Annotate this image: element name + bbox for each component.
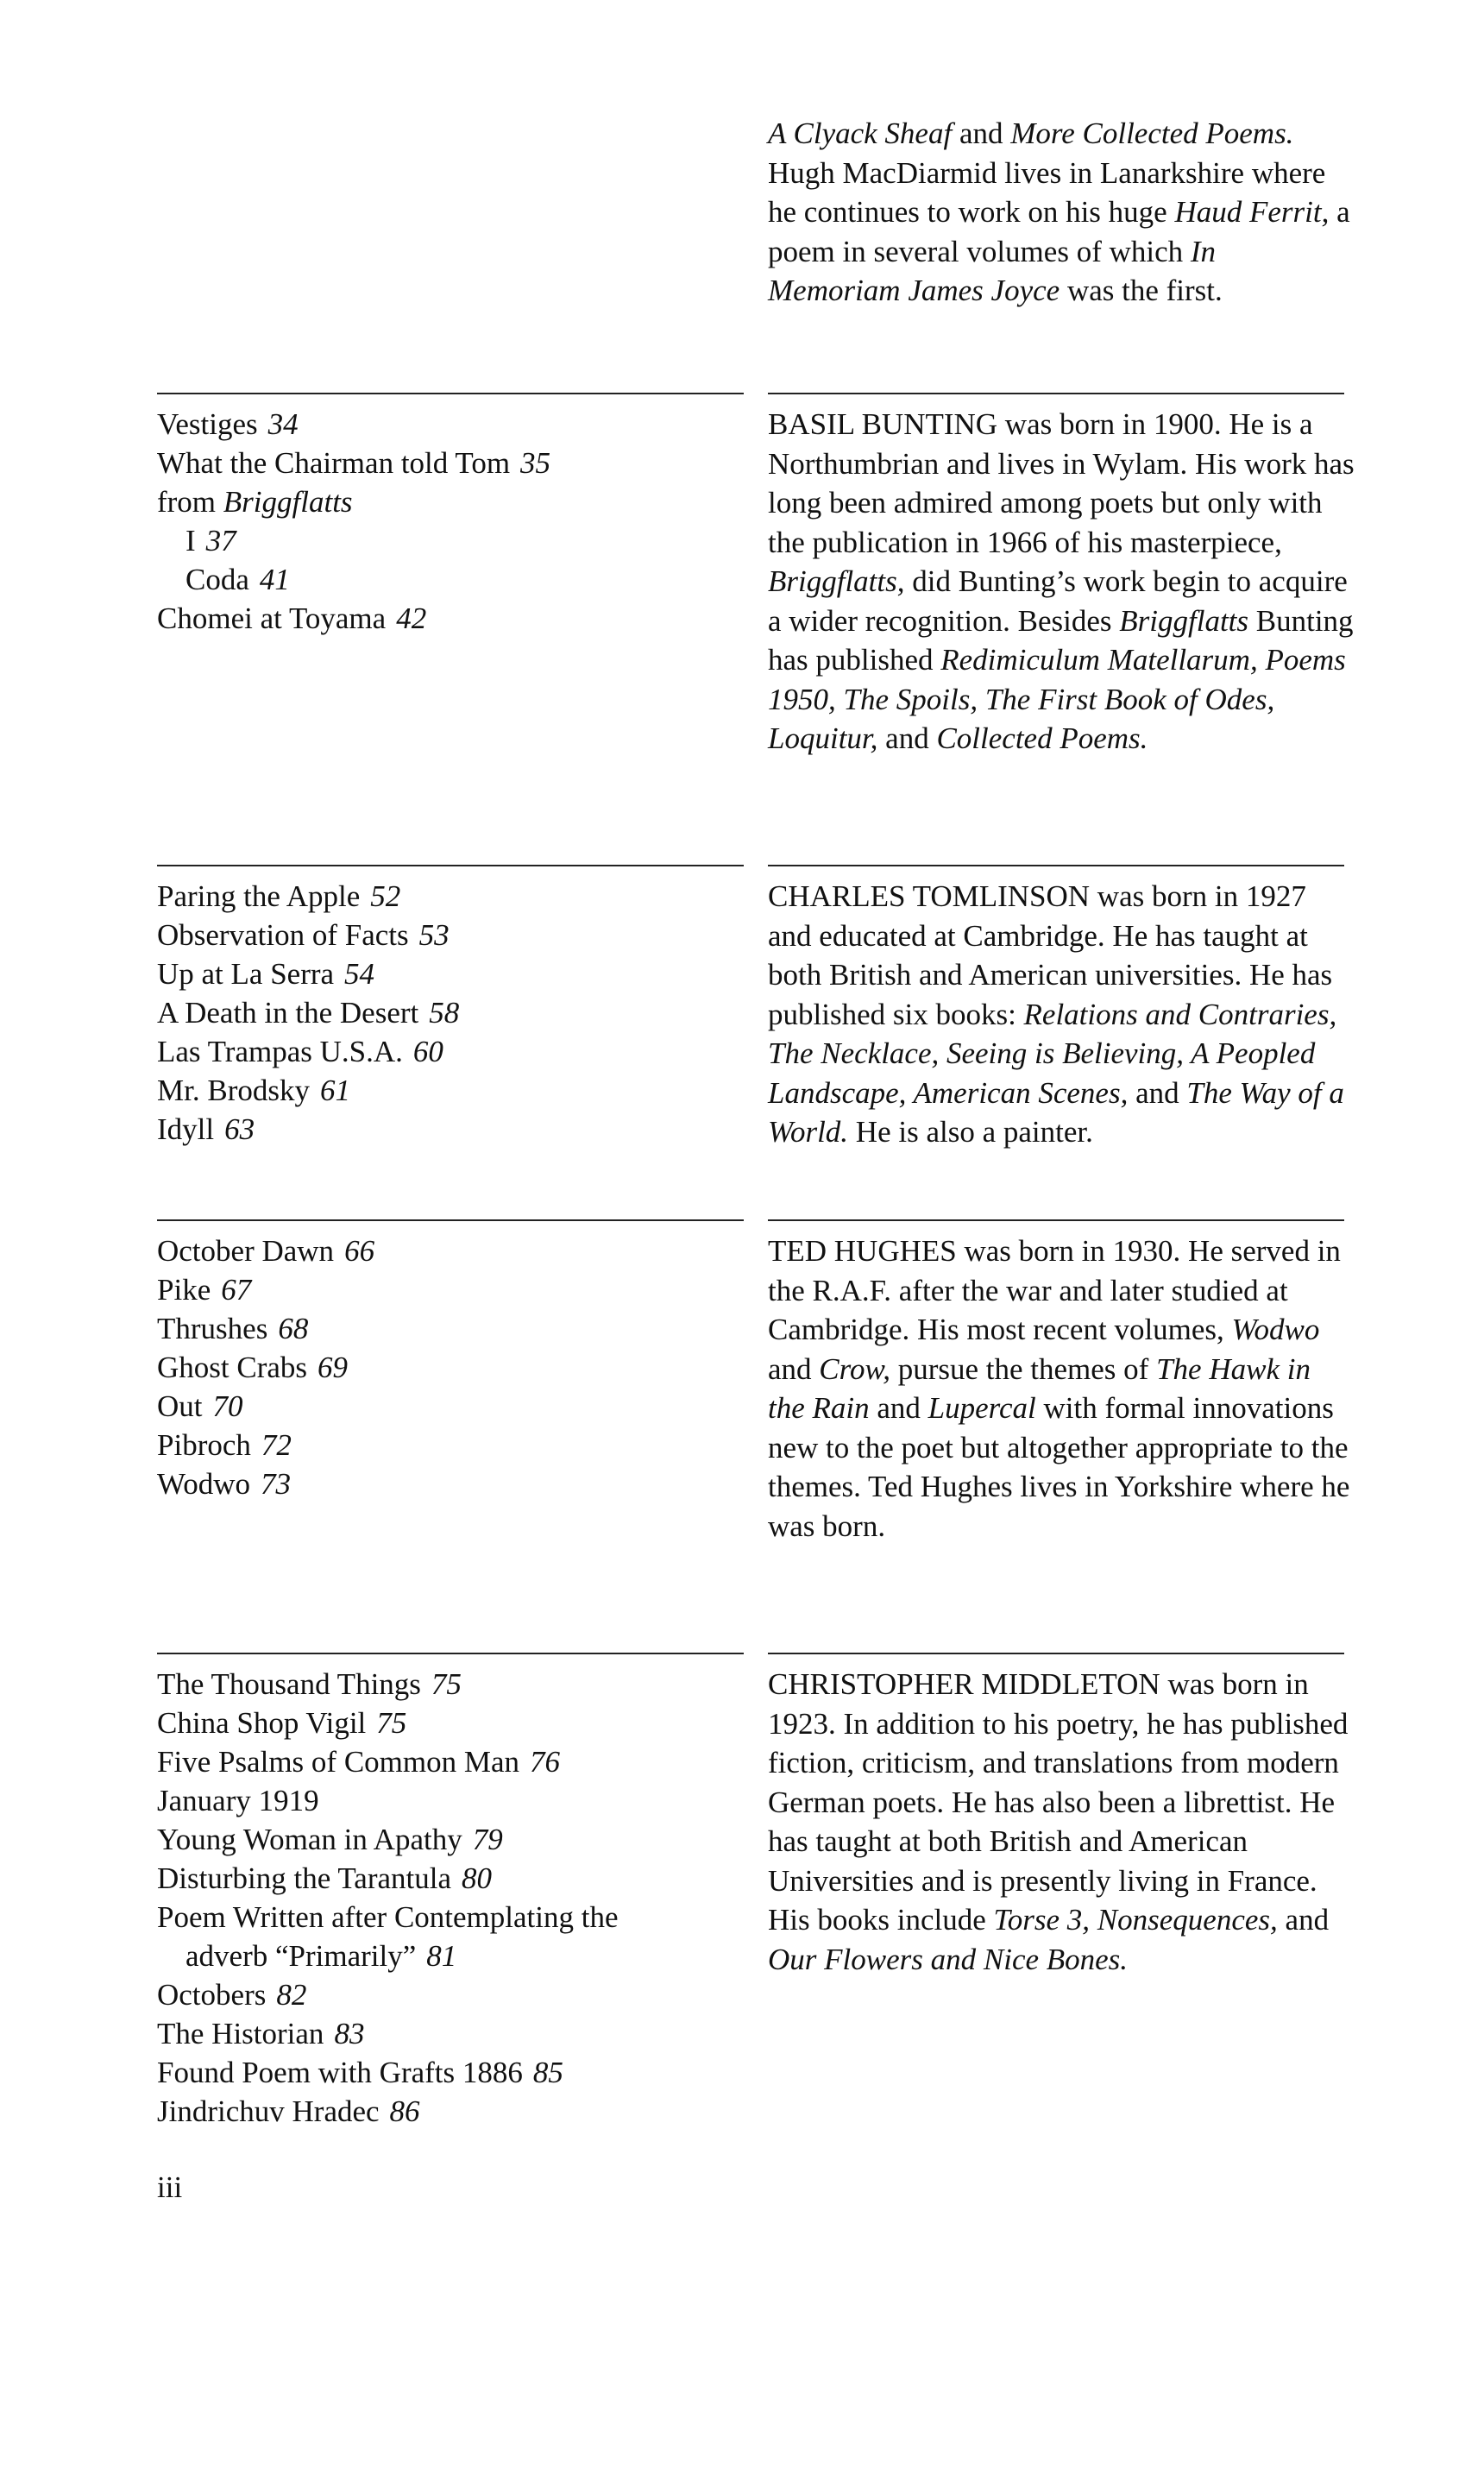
text-run: CHARLES TOMLINSON was born in 1927 and educated at Cambridge. He has taught at both British and American universities. He has published six books: xyxy=(768,879,1333,1031)
toc-entry-page: 76 xyxy=(530,1745,561,1779)
text-run: and xyxy=(1277,1903,1330,1937)
italic-title: Poems. xyxy=(1205,117,1294,150)
toc-entry-page: 41 xyxy=(259,563,290,596)
toc-entry-title: Poem Written after Contemplating the xyxy=(157,1900,619,1934)
toc-entry xyxy=(157,1464,744,1503)
section-rule xyxy=(157,1219,744,1221)
toc-entry xyxy=(157,1665,744,1704)
toc-entry-page: 82 xyxy=(276,1978,307,2012)
toc-entry-title: Found Poem with Grafts 1886 xyxy=(157,2056,523,2089)
toc-entry xyxy=(157,1348,744,1387)
text-run: and xyxy=(877,721,937,755)
text-run: He is also a painter. xyxy=(848,1115,1093,1149)
text-run: TED HUGHES was born in 1930. He served in the R.A.F. after the war and later studied at Cambridge. His most recent volumes, xyxy=(768,1234,1341,1346)
toc-entry-title xyxy=(157,485,353,519)
toc-entry xyxy=(157,2053,744,2092)
toc-entry-page: 72 xyxy=(261,1428,292,1462)
italic-title: Briggflatts xyxy=(1119,603,1249,638)
toc-entry xyxy=(157,521,744,560)
toc-entry-title: Mr. Brodsky xyxy=(157,1074,310,1107)
toc-entry-page: 70 xyxy=(212,1389,243,1423)
toc-entry-page: 53 xyxy=(418,918,450,952)
toc-entry-page: 42 xyxy=(396,602,427,635)
section-rule xyxy=(768,865,1344,866)
toc-entry-page: 66 xyxy=(344,1234,375,1268)
italic-title: Relations and Contraries, The Necklace, Seeing is Believing, A Peopled Landscape, American Scenes, xyxy=(768,997,1337,1110)
toc-entry xyxy=(157,1387,744,1426)
toc-entry-title: Pibroch xyxy=(157,1428,251,1462)
toc-entry-title: I xyxy=(186,524,196,557)
bio-basil-bunting xyxy=(768,405,1355,759)
italic-title: In Memoriam James Joyce xyxy=(768,234,1217,307)
italic-title: Briggflatts, xyxy=(768,564,905,598)
toc-entry xyxy=(157,444,744,482)
text-run: Hugh MacDiarmid lives in Lanarkshire where he continues to work on his huge xyxy=(768,155,1326,229)
text-run: and xyxy=(952,117,1011,150)
toc-entry-page: 81 xyxy=(426,1939,457,1973)
text-run: with formal innovations new to the poet but altogether appropriate to the themes. Ted Hughes lives in Yorkshire where he was born. xyxy=(768,1391,1350,1543)
toc-entry xyxy=(157,916,744,954)
toc-entry xyxy=(157,560,744,599)
toc-entry-page: 83 xyxy=(334,2017,365,2050)
toc-entry-title: China Shop Vigil xyxy=(157,1706,367,1740)
italic-title: The Way of a World. xyxy=(768,1075,1344,1149)
section-rule xyxy=(157,865,744,866)
toc-entry-page: 86 xyxy=(389,2094,420,2128)
toc-entry-title: Five Psalms of Common Man xyxy=(157,1745,520,1779)
toc-entry-title: Chomei at Toyama xyxy=(157,602,387,635)
toc-entry-page: 35 xyxy=(520,446,551,480)
intro-bio-continuation xyxy=(768,114,1355,311)
section-rule xyxy=(768,393,1344,394)
section-rule xyxy=(157,393,744,394)
toc-entry-page: 63 xyxy=(224,1112,255,1146)
toc-entry xyxy=(157,1032,744,1071)
toc-entry xyxy=(157,482,744,521)
toc-entry xyxy=(157,1704,744,1742)
text-run: BASIL BUNTING was born in 1900. He is a Northumbrian and lives in Wylam. His work has long been admired among poets but only with the publication in 1966 of his masterpiece, xyxy=(768,407,1355,559)
toc-entry-page: 34 xyxy=(267,407,299,441)
toc-entry-title: The Historian xyxy=(157,2017,324,2050)
italic-title: The Hawk in the Rain xyxy=(768,1351,1311,1425)
italic-title: Haud Ferrit, xyxy=(1174,195,1330,229)
toc-entry-title: What the Chairman told Tom xyxy=(157,446,511,480)
toc-entry-page: 79 xyxy=(472,1823,503,1856)
text-run: Bunting has published xyxy=(768,603,1354,677)
toc-entry-title: adverb “Primarily” xyxy=(186,1939,417,1973)
toc-entry-title: Vestiges xyxy=(157,407,258,441)
italic-title: Briggflatts xyxy=(223,485,353,519)
toc-entry-title: Pike xyxy=(157,1273,211,1307)
toc-entry-page: 60 xyxy=(412,1035,443,1068)
toc-christopher-middleton xyxy=(157,1665,744,2131)
toc-entry xyxy=(157,877,744,916)
toc-ted-hughes xyxy=(157,1231,744,1503)
toc-entry xyxy=(157,1071,744,1110)
toc-entry xyxy=(157,1898,744,1937)
toc-entry-page: 75 xyxy=(376,1706,407,1740)
toc-entry-title: Las Trampas U.S.A. xyxy=(157,1035,403,1068)
toc-entry xyxy=(157,405,744,444)
toc-entry-title: Out xyxy=(157,1389,203,1423)
toc-entry xyxy=(157,2092,744,2131)
toc-entry xyxy=(157,1742,744,1781)
toc-entry xyxy=(157,1270,744,1309)
toc-entry-page: 73 xyxy=(261,1467,292,1501)
text-run: was the first. xyxy=(1060,274,1223,307)
text-run: from xyxy=(157,485,223,519)
italic-title: Torse 3, Nonsequences, xyxy=(993,1903,1278,1937)
italic-title: Lupercal xyxy=(928,1391,1036,1425)
toc-entry xyxy=(157,599,744,638)
toc-entry xyxy=(157,1426,744,1464)
italic-title: Crow, xyxy=(819,1351,890,1386)
italic-title: Wodwo xyxy=(1231,1313,1320,1346)
toc-entry xyxy=(157,1820,744,1859)
italic-title: Our Flowers and Nice Bones. xyxy=(768,1942,1129,1976)
toc-entry-title: Thrushes xyxy=(157,1312,268,1345)
toc-entry-page: 54 xyxy=(344,957,375,991)
toc-entry-title: Young Woman in Apathy xyxy=(157,1823,462,1856)
bio-ted-hughes xyxy=(768,1231,1355,1546)
text-run: CHRISTOPHER MIDDLETON was born in 1923. In addition to his poetry, he has published fiction, criticism, and translations from modern German poets. He has also been a librettist. He has taught at both British and American Universities and is presently living in France. His books include xyxy=(768,1667,1349,1937)
toc-entry xyxy=(157,2014,744,2053)
text-run: and xyxy=(869,1391,928,1425)
toc-entry-page: 52 xyxy=(370,879,401,913)
toc-entry-title: Disturbing the Tarantula xyxy=(157,1861,451,1895)
toc-entry-title: Observation of Facts xyxy=(157,918,409,952)
toc-entry-page: 69 xyxy=(318,1351,349,1384)
section-rule xyxy=(768,1653,1344,1654)
toc-entry-page: 80 xyxy=(462,1861,492,1895)
toc-entry xyxy=(157,1937,744,1975)
toc-entry-title: Octobers xyxy=(157,1978,267,2012)
toc-entry xyxy=(157,1309,744,1348)
italic-title: Redimiculum Matellarum, Poems 1950, The Spoils, The First Book of Odes, Loquitur, xyxy=(768,643,1346,755)
text-run: pursue the themes of xyxy=(890,1351,1157,1386)
text-run: a poem in several volumes of which xyxy=(768,195,1350,268)
toc-basil-bunting xyxy=(157,405,744,638)
toc-entry-page: 85 xyxy=(532,2056,563,2089)
section-rule xyxy=(768,1219,1344,1221)
toc-entry-page: 37 xyxy=(205,524,236,557)
section-rule xyxy=(157,1653,744,1654)
toc-entry-title: Paring the Apple xyxy=(157,879,361,913)
toc-entry xyxy=(157,993,744,1032)
text-run: and xyxy=(1128,1075,1187,1110)
toc-entry xyxy=(157,1859,744,1898)
toc-entry-page: 75 xyxy=(431,1667,462,1701)
italic-title: More Collected xyxy=(1010,117,1198,150)
italic-title: A Clyack Sheaf xyxy=(768,117,953,150)
bio-christopher-middleton xyxy=(768,1665,1355,1979)
toc-entry xyxy=(157,1231,744,1270)
toc-entry xyxy=(157,1975,744,2014)
toc-entry-title: The Thousand Things xyxy=(157,1667,421,1701)
toc-entry-title: October Dawn xyxy=(157,1234,335,1268)
toc-entry-title: Wodwo xyxy=(157,1467,251,1501)
toc-entry-page: 61 xyxy=(319,1074,350,1107)
toc-entry-title: A Death in the Desert xyxy=(157,996,419,1030)
toc-entry-title: Ghost Crabs xyxy=(157,1351,308,1384)
toc-entry-title: Coda xyxy=(186,563,249,596)
toc-entry xyxy=(157,1781,744,1820)
toc-entry-title: January 1919 xyxy=(157,1784,319,1817)
toc-entry-page: 58 xyxy=(429,996,460,1030)
toc-entry-title: Up at La Serra xyxy=(157,957,335,991)
toc-entry xyxy=(157,1110,744,1149)
toc-entry-page: 68 xyxy=(278,1312,309,1345)
toc-entry-title: Jindrichuv Hradec xyxy=(157,2094,380,2128)
toc-entry xyxy=(157,954,744,993)
text-run: and xyxy=(768,1351,820,1386)
bio-charles-tomlinson xyxy=(768,877,1355,1152)
toc-charles-tomlinson xyxy=(157,877,744,1149)
text-run: did Bunting’s work begin to acquire a wider recognition. Besides xyxy=(768,564,1348,638)
italic-title: Collected Poems. xyxy=(936,721,1148,755)
toc-entry-title: Idyll xyxy=(157,1112,215,1146)
toc-entry-page: 67 xyxy=(221,1273,252,1307)
page-number: iii xyxy=(157,2170,183,2204)
